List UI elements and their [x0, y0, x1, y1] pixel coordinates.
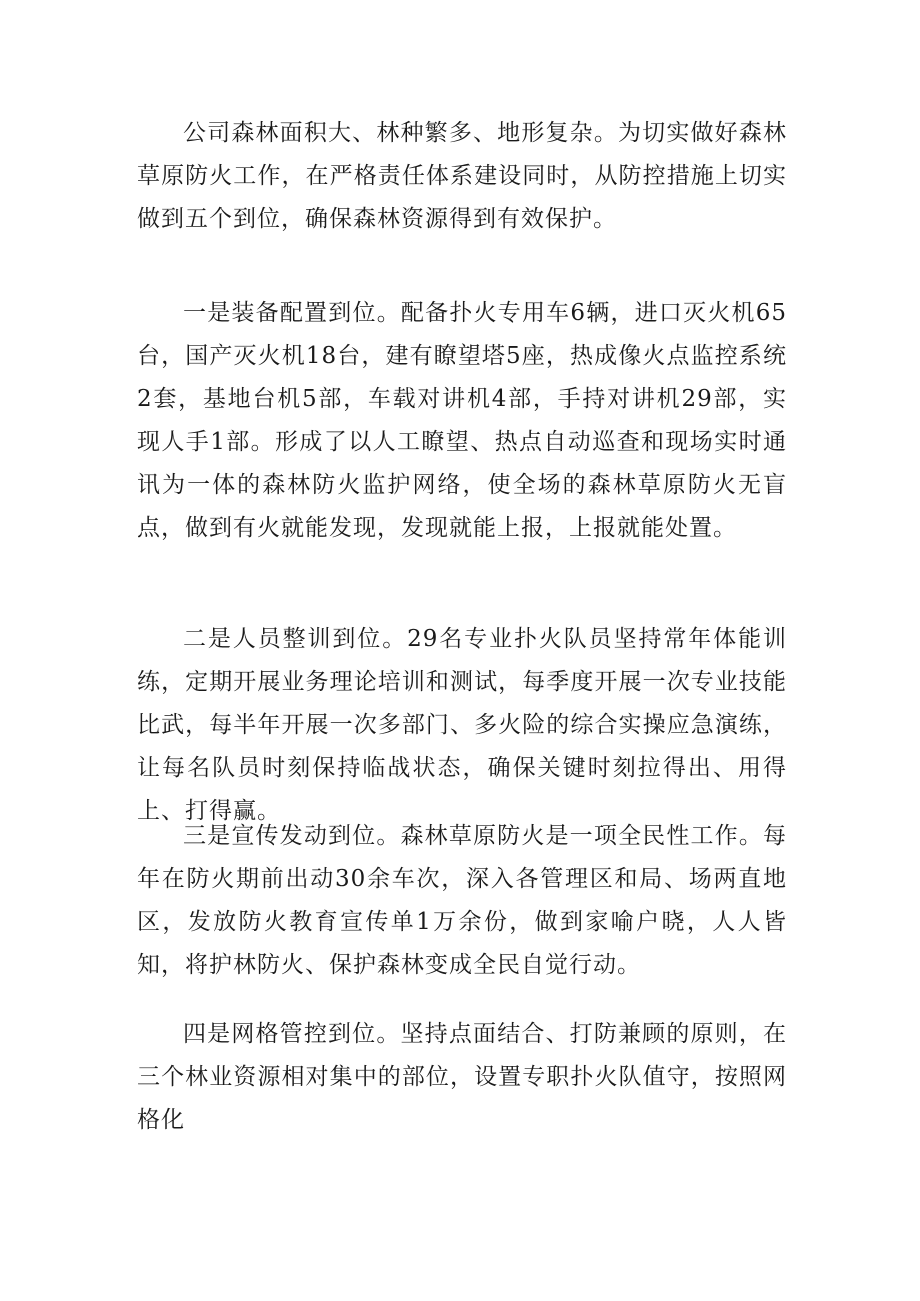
- paragraph-intro: 公司森林面积大、林种繁多、地形复杂。为切实做好森林草原防火工作，在严格责任体系建设同时，从防控措施上切实做到五个到位，确保森林资源得到有效保护。: [137, 120, 787, 232]
- paragraph-publicity: 三是宣传发动到位。森林草原防火是一项全民性工作。每年在防火期前出动30余车次，深入各管理区和局、场两直地区，发放防火教育宣传单1万余份，做到家喻户晓，人人皆知，将护林防火、保护森林变成全民自觉行动。: [137, 823, 787, 978]
- paragraph-equipment: 一是装备配置到位。配备扑火专用车6辆，进口灭火机65台，国产灭火机18台，建有瞭望塔5座，热成像火点监控系统2套，基地台机5部，车载对讲机4部，手持对讲机29部，实现人手1部。形成了以人工瞭望、热点自动巡查和现场实时通讯为一体的森林防火监护网络，使全场的森林草原防火无盲点，做到有火就能发现，发现就能上报，上报就能处置。: [137, 300, 787, 541]
- paragraph-personnel-training: 二是人员整训到位。29名专业扑火队员坚持常年体能训练，定期开展业务理论培训和测试，每季度开展一次专业技能比武，每半年开展一次多部门、多火险的综合实操应急演练，让每名队员时刻保持临战状态，确保关键时刻拉得出、用得上、打得赢。: [137, 626, 787, 824]
- paragraph-grid-control: 四是网格管控到位。坚持点面结合、打防兼顾的原则，在三个林业资源相对集中的部位，设置专职扑火队值守，按照网格化: [137, 1021, 787, 1133]
